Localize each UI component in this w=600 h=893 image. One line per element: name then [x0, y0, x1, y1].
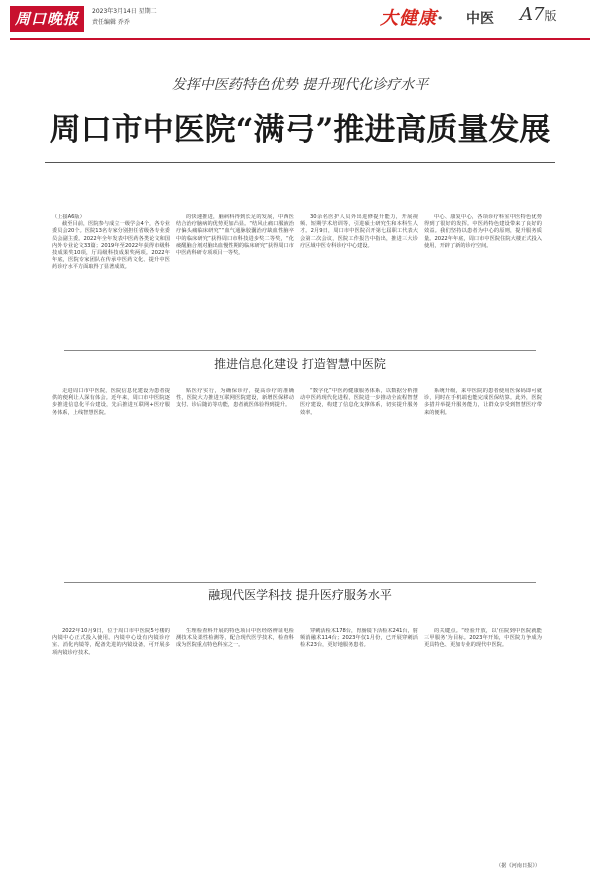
- column-text: 的关键点。“经验开放，以‘住院到中医院就能三甲服务’为目标。2023年开始，中医院力争成为更具特色、更加专业的现代中医院。: [424, 628, 542, 649]
- newspaper-logo: 周口晚报: [10, 6, 84, 32]
- column-text: 系统升级，来中医院的患者使用医保码即可就诊，同时在手机端也能完成医保结算。此外，医院多措并举提升服务能力，让群众享受到智慧医疗带来的便利。: [424, 388, 542, 416]
- column-text: 中心、康复中心，各项诊疗科室中医特色优势得到了很好的发挥。中医药特色建设带来了良好的效益。我们坚持以患者为中心的原则，提升服务质量。2022年年底，周口市中医院住院大楼正式投入使用，开辟了新的诊疗空间。: [424, 214, 542, 249]
- section2-column-2: [176, 628, 294, 872]
- column-text: 穿刺活检术178台，胃肠镜下活检术241台，射频消融术114台；2023年仅1月份，已开展穿刺活检术23台，更好地服务患者。: [300, 628, 418, 649]
- page-number-value: A7: [520, 4, 545, 25]
- section-heading-1: 推进信息化建设 打造智慧中医院: [214, 357, 386, 371]
- article-subheadline: 发挥中医药特色优势 提升现代化诊疗水平: [171, 77, 429, 93]
- masthead-rule: [10, 38, 590, 40]
- article-source-credit: （据《河南日报》）: [496, 863, 541, 869]
- section-rule: [64, 582, 536, 583]
- section2-column-3: [300, 628, 418, 872]
- article-headline: 周口市中医院“满弓”推进高质量发展: [49, 112, 551, 148]
- column-text: 30余名医护人员外出进修提升能力，开展视频、短期学术培训等，引进硕士研究生和本科生人才。2月9日，周口市中医院召开第七届职工代表大会第二次会议，医院工作报告中指出，推进三大诊疗区域中医专科诊疗中心建设。: [300, 214, 418, 249]
- continued-note: （上接A6版）: [52, 214, 85, 220]
- top-column-1: [52, 214, 170, 342]
- section-name: [380, 4, 444, 30]
- responsible-editor: 责任编辑 乔乔: [92, 19, 130, 26]
- page-number: [520, 4, 556, 25]
- section-subtitle: 中医: [466, 11, 494, 27]
- section1-column-2: [176, 388, 294, 574]
- column-text: 截至目前，医院参与成立一级学会4个，各专业委员会20个。医院13名专家分别担任省级各专业委员会副主委。2022年全年发表中医药各类论文和国内外专业论文33篇；2019年至2022年获得市级科技成果奖10项，厅局级科技成果奖两项。2022年年底，医院专家团队在传承中医药文化、提升中医药诊疗水平方面取得了显著成效。: [52, 221, 170, 271]
- section2-column-4: [424, 628, 542, 854]
- section-rule: [64, 350, 536, 351]
- section1-column-4: [424, 388, 542, 574]
- top-column-2: [176, 214, 294, 342]
- column-text: 贴医疗实行，为确保诊疗，提高诊疗的准确性，医院大力推进互联网医院建设，新增医保移动支付、诊后随访等功能，患者就医体验得到提升。: [176, 388, 294, 409]
- headline-rule: [45, 162, 555, 163]
- section-dot: ·: [437, 8, 445, 29]
- masthead: [0, 0, 600, 42]
- top-column-4: [424, 214, 542, 342]
- column-text: 的快速推进，脑病科得到长足的发展，中西医结合治疗脑病的优势更加凸显。“结风止痛口服液治疗偏头痛临床研究”“血气通脉胶囊治疗缺血性脑卒中的临床研究”获得周口市科技进步奖二等奖，“化痰醒脑合剂对脑出血慢性期的临床研究”获得周口市中医药科研专项项目一等奖。: [176, 214, 294, 257]
- issue-date: 2023年3月14日 星期二: [92, 8, 157, 15]
- section1-column-1: [52, 388, 170, 574]
- column-text: 2022年10月9日，位于周口市中医院5号楼的内镜中心正式投入使用。内镜中心设有内镜诊疗室、消化内镜等，配备先进的内镜设备，可开展多项内镜诊疗技术。: [52, 628, 170, 656]
- top-column-3: [300, 214, 418, 342]
- column-text: 走进周口市中医院，医院信息化建设为患者提供的便利让人深有体会。近年来，周口市中医院逐步推进信息化平台建设，先后推进互联网+医疗服务体系，上线智慧医院。: [52, 388, 170, 416]
- column-text: 生理检查科开展的特色项目中医经络辨证电检测技术及柔性检测等，配合现代医学技术，检查科成为医院重点特色科室之一。: [176, 628, 294, 649]
- section1-column-3: [300, 388, 418, 574]
- section2-column-1: [52, 628, 170, 872]
- column-text: “数字化”中医药健康服务体系，以数据分析推动中医药现代化进程，医院进一步推动全流程智慧医疗建设，构建了信息化支撑体系，切实提升服务效率。: [300, 388, 418, 416]
- section-title: 大健康: [380, 8, 437, 29]
- section-heading-2: 融现代医学科技 提升医疗服务水平: [208, 588, 392, 602]
- page-number-suffix: 版: [544, 9, 557, 23]
